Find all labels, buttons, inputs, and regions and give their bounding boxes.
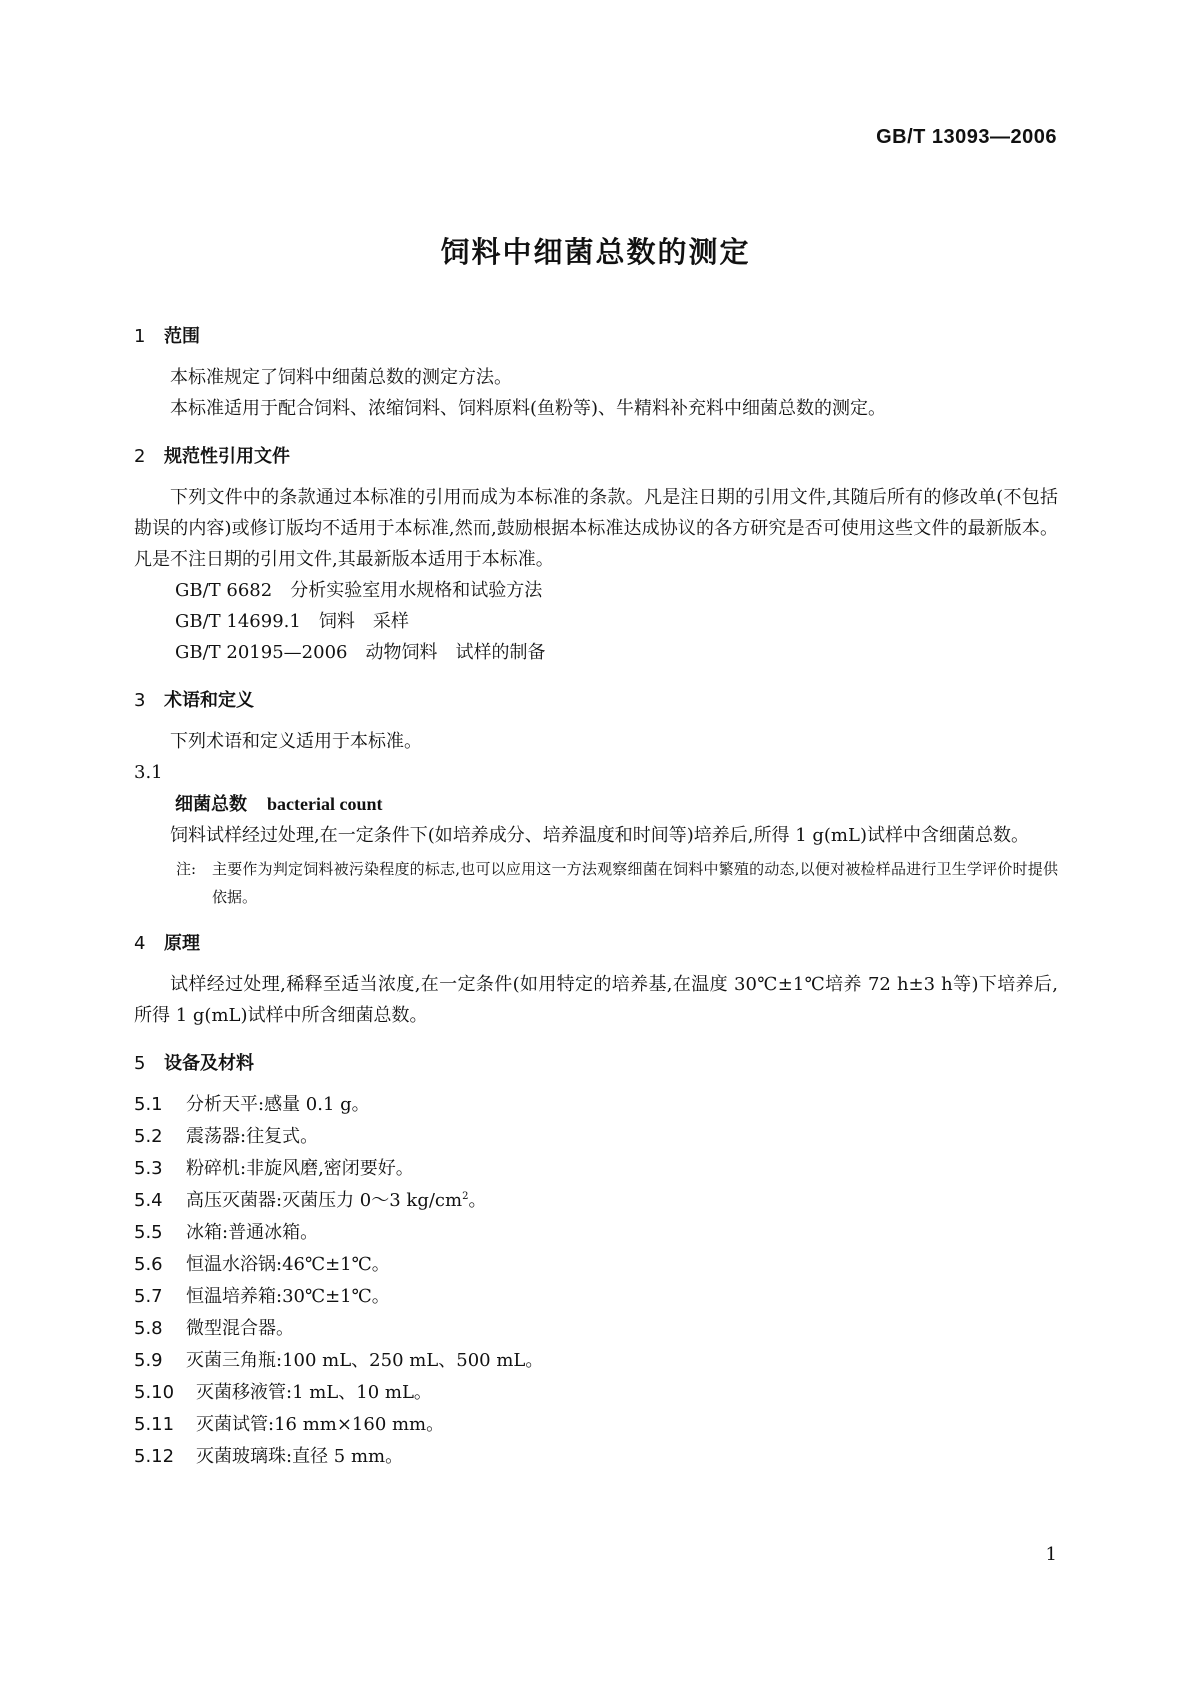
list-item bbox=[134, 1441, 1058, 1473]
term-definition: 饲料试样经过处理,在一定条件下(如培养成分、培养温度和时间等)培养后,所得 1 g(mL)试样中含细菌总数。 bbox=[170, 825, 1029, 846]
list-item bbox=[134, 1345, 1058, 1377]
section-number: 4 bbox=[134, 933, 146, 954]
section-number: 1 bbox=[134, 326, 146, 347]
note-text: 主要作为判定饲料被污染程度的标志,也可以应用这一方法观察细菌在饲料中繁殖的动态,以便对被检样品进行卫生学评价时提供依据。 bbox=[212, 860, 1058, 906]
item-number: 5.10 bbox=[134, 1382, 175, 1403]
item-text: 灭菌移液管:1 mL、10 mL。 bbox=[196, 1382, 432, 1403]
note-label: 注: bbox=[176, 860, 197, 878]
section-number: 3 bbox=[134, 690, 146, 711]
item-text: 灭菌玻璃珠:直径 5 mm。 bbox=[196, 1446, 404, 1467]
list-item bbox=[134, 1153, 1058, 1185]
section-3-heading bbox=[134, 686, 1058, 716]
item-superscript: 2 bbox=[462, 1191, 469, 1202]
item-text: 震荡器:往复式。 bbox=[186, 1126, 319, 1147]
item-number: 5.8 bbox=[134, 1318, 163, 1339]
section-1-heading bbox=[134, 322, 1058, 352]
item-text: 恒温水浴锅:46℃±1℃。 bbox=[186, 1254, 390, 1275]
section-title: 范围 bbox=[164, 326, 200, 347]
list-item bbox=[134, 1121, 1058, 1153]
section-title: 规范性引用文件 bbox=[164, 446, 290, 467]
term-heading bbox=[134, 788, 1058, 820]
item-number: 5.11 bbox=[134, 1414, 175, 1435]
list-item bbox=[134, 1185, 1058, 1217]
page-title: 饲料中细菌总数的测定 bbox=[440, 235, 751, 269]
normative-reference: GB/T 20195—2006 动物饲料 试样的制备 bbox=[175, 642, 546, 663]
item-number: 5.12 bbox=[134, 1446, 175, 1467]
section-1-paragraph-1: 本标准规定了饲料中细菌总数的测定方法。 bbox=[170, 367, 512, 388]
list-item bbox=[134, 1217, 1058, 1249]
list-item bbox=[134, 1249, 1058, 1281]
list-item bbox=[134, 1281, 1058, 1313]
item-text: 高压灭菌器:灭菌压力 0～3 kg/cm bbox=[186, 1190, 463, 1211]
section-title: 术语和定义 bbox=[164, 690, 254, 711]
item-number: 5.3 bbox=[134, 1158, 163, 1179]
section-5-heading bbox=[134, 1049, 1058, 1079]
item-text: 分析天平:感量 0.1 g。 bbox=[186, 1094, 370, 1115]
section-2-paragraph-1: 下列文件中的条款通过本标准的引用而成为本标准的条款。凡是注日期的引用文件,其随后所有的修改单(不包括勘误的内容)或修订版均不适用于本标准,然而,鼓励根据本标准达成协议的各方研究是否可使用这些文件的最新版本。凡是不注日期的引用文件,其最新版本适用于本标准。 bbox=[134, 487, 1058, 570]
term-english: bacterial count bbox=[267, 794, 383, 814]
item-number: 5.7 bbox=[134, 1286, 163, 1307]
section-title: 原理 bbox=[164, 933, 200, 954]
item-text-tail: 。 bbox=[468, 1190, 487, 1211]
section-1-paragraph-2: 本标准适用于配合饲料、浓缩饲料、饲料原料(鱼粉等)、牛精料补充料中细菌总数的测定。 bbox=[170, 398, 887, 419]
list-item bbox=[134, 1409, 1058, 1441]
section-2-heading bbox=[134, 442, 1058, 472]
item-text: 微型混合器。 bbox=[186, 1318, 294, 1339]
section-number: 2 bbox=[134, 446, 146, 467]
list-item bbox=[134, 1377, 1058, 1409]
item-number: 5.4 bbox=[134, 1190, 163, 1211]
normative-reference: GB/T 6682 分析实验室用水规格和试验方法 bbox=[175, 580, 543, 601]
item-number: 5.1 bbox=[134, 1094, 163, 1115]
item-text: 灭菌三角瓶:100 mL、250 mL、500 mL。 bbox=[186, 1350, 544, 1371]
section-title: 设备及材料 bbox=[164, 1053, 254, 1074]
item-text: 粉碎机:非旋风磨,密闭要好。 bbox=[186, 1158, 414, 1179]
item-text: 恒温培养箱:30℃±1℃。 bbox=[186, 1286, 390, 1307]
section-4-paragraph-1: 试样经过处理,稀释至适当浓度,在一定条件(如用特定的培养基,在温度 30℃±1℃培养 72 h±3 h等)下培养后,所得 1 g(mL)试样中所含细菌总数。 bbox=[134, 974, 1058, 1026]
item-text: 冰箱:普通冰箱。 bbox=[186, 1222, 319, 1243]
standard-code: GB/T 13093—2006 bbox=[876, 126, 1057, 148]
document-body bbox=[134, 322, 1058, 1473]
normative-reference: GB/T 14699.1 饲料 采样 bbox=[175, 611, 409, 632]
item-number: 5.6 bbox=[134, 1254, 163, 1275]
note bbox=[134, 855, 1058, 911]
item-text: 灭菌试管:16 mm×160 mm。 bbox=[196, 1414, 445, 1435]
item-number: 5.2 bbox=[134, 1126, 163, 1147]
term-number: 3.1 bbox=[134, 762, 163, 783]
section-number: 5 bbox=[134, 1053, 146, 1074]
item-number: 5.5 bbox=[134, 1222, 163, 1243]
section-4-heading bbox=[134, 929, 1058, 959]
item-number: 5.9 bbox=[134, 1350, 163, 1371]
list-item bbox=[134, 1089, 1058, 1121]
page-number: 1 bbox=[1045, 1544, 1057, 1565]
list-item bbox=[134, 1313, 1058, 1345]
term-chinese: 细菌总数 bbox=[175, 794, 247, 815]
section-3-paragraph-1: 下列术语和定义适用于本标准。 bbox=[170, 731, 422, 752]
